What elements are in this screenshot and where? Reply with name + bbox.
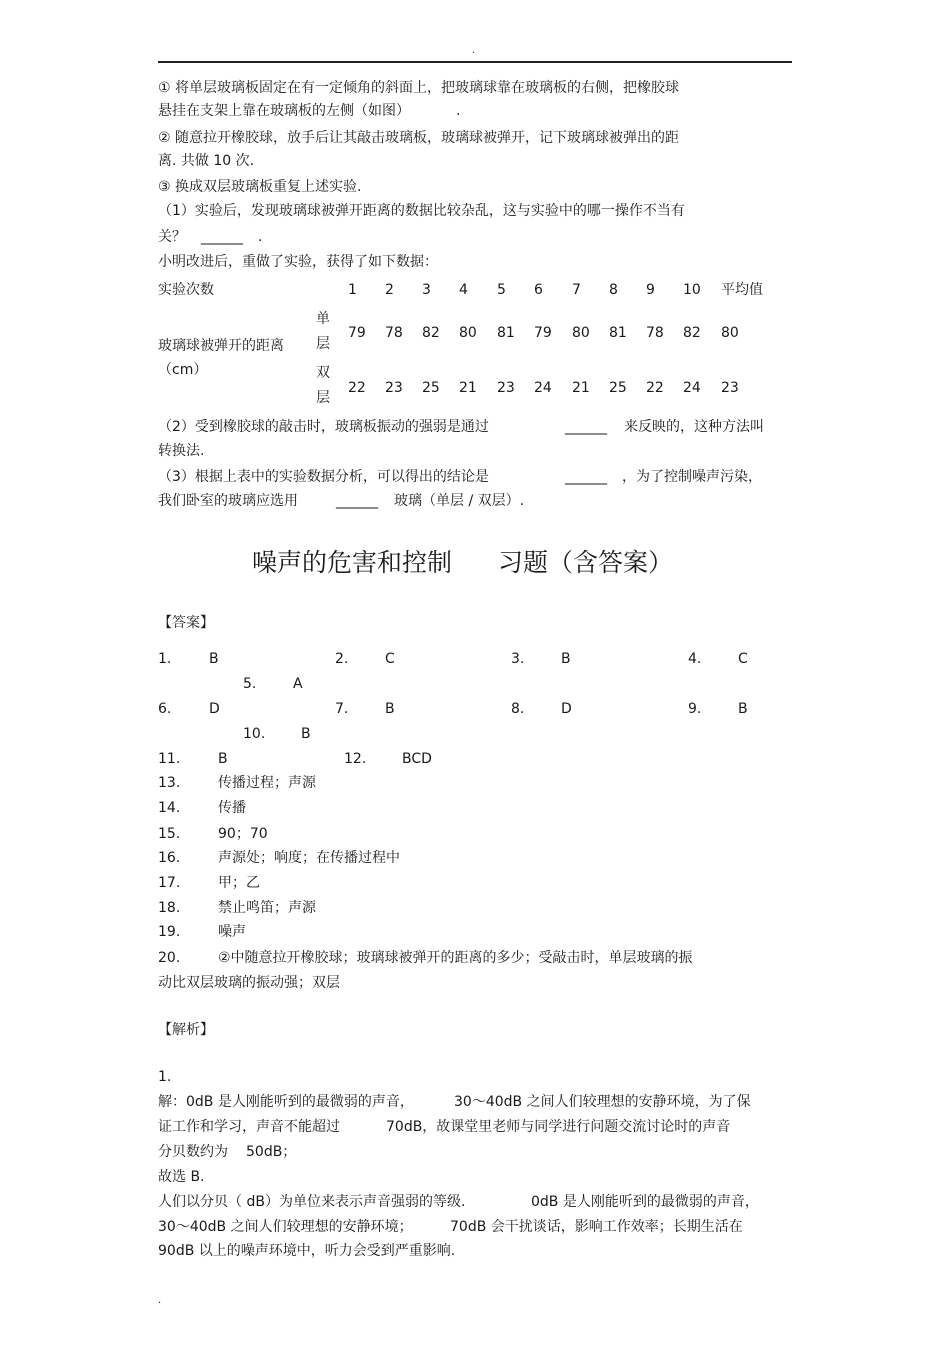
- answer-19-value: 噪声: [218, 924, 246, 940]
- answer-18-number: 18.: [158, 900, 181, 916]
- answer-18-value: 禁止鸣笛；声源: [218, 900, 316, 916]
- header-rule: [158, 61, 792, 63]
- double-value-6: 24: [534, 380, 552, 396]
- analysis-line1-tail: 30～40dB 之间人们较理想的安静环境，为了保: [454, 1094, 751, 1110]
- average-label: 平均值: [721, 282, 763, 298]
- answer-7-number: 7.: [335, 701, 349, 717]
- single-value-7: 80: [572, 325, 590, 341]
- answer-20-continued: 动比双层玻璃的振动强；双层: [158, 975, 340, 991]
- single-value-3: 82: [422, 325, 440, 341]
- answer-17-number: 17.: [158, 875, 181, 891]
- question1-line1: （1）实验后，发现玻璃球被弹开距离的数据比较杂乱，这与实验中的哪一操作不当有: [158, 203, 685, 219]
- page-title: 噪声的危害和控制: [252, 548, 453, 577]
- step2-line1: ② 随意拉开橡胶球，放手后让其敲击玻璃板，玻璃球被弹开，记下玻璃球被弹出的距: [158, 130, 679, 146]
- question3-line1-tail: ，为了控制噪声污染，: [622, 469, 762, 485]
- analysis-line4: 故选 B.: [158, 1169, 205, 1185]
- single-value-1: 79: [348, 325, 366, 341]
- answer-1-value: B: [209, 651, 219, 667]
- answer-9-number: 9.: [688, 701, 702, 717]
- single-value-5: 81: [497, 325, 515, 341]
- analysis-line3: 分贝数约为: [158, 1144, 228, 1160]
- answer-17-value: 甲；乙: [218, 875, 260, 891]
- question1-line2: 关？: [158, 229, 186, 245]
- single-value-4: 80: [459, 325, 477, 341]
- question3-blank: ______: [565, 469, 607, 485]
- answer-15-number: 15.: [158, 826, 181, 842]
- step1-line2-end: .: [456, 103, 461, 119]
- single-value-10: 82: [683, 325, 701, 341]
- footer-mark: .: [158, 1295, 162, 1306]
- question1-blank: ______: [201, 229, 243, 245]
- answer-8-value: D: [561, 701, 572, 717]
- answer-5-value: A: [293, 676, 303, 692]
- answer-8-number: 8.: [511, 701, 525, 717]
- answer-15-value: 90；70: [218, 826, 268, 842]
- analysis-line3-tail: 50dB；: [246, 1144, 297, 1160]
- double-value-7: 21: [572, 380, 590, 396]
- answer-3-number: 3.: [511, 651, 525, 667]
- answer-19-number: 19.: [158, 924, 181, 940]
- answer-5-number: 5.: [243, 676, 257, 692]
- double-value-3: 25: [422, 380, 440, 396]
- step1-line2: 悬挂在支架上靠在玻璃板的左侧（如图）: [158, 103, 410, 119]
- question3-line2-tail: 玻璃（单层 / 双层）.: [394, 493, 525, 509]
- trial-7: 7: [572, 282, 581, 298]
- trial-9: 9: [646, 282, 655, 298]
- trial-6: 6: [534, 282, 543, 298]
- single-layer-label-2: 层: [316, 336, 330, 352]
- double-layer-label-2: 层: [316, 390, 330, 406]
- answer-heading: 【答案】: [158, 615, 214, 631]
- row-label-unit: （cm）: [158, 362, 208, 378]
- analysis-line6-tail: 70dB 会干扰谈话，影响工作效率；长期生活在: [450, 1219, 743, 1235]
- answer-16-number: 16.: [158, 850, 181, 866]
- double-average: 23: [721, 380, 739, 396]
- answer-10-value: B: [301, 726, 311, 742]
- single-average: 80: [721, 325, 739, 341]
- step1-line1: ① 将单层玻璃板固定在有一定倾角的斜面上，把玻璃球靠在玻璃板的右侧，把橡胶球: [158, 80, 679, 96]
- single-value-9: 78: [646, 325, 664, 341]
- trial-4: 4: [459, 282, 468, 298]
- answer-1-number: 1.: [158, 651, 172, 667]
- answer-20-number: 20.: [158, 950, 181, 966]
- answer-4-number: 4.: [688, 651, 702, 667]
- question2-blank: ______: [565, 419, 607, 435]
- double-value-5: 23: [497, 380, 515, 396]
- step2-line2: 离. 共做 10 次.: [158, 153, 255, 169]
- improve-line: 小明改进后，重做了实验，获得了如下数据：: [158, 254, 438, 270]
- single-layer-label-1: 单: [316, 311, 330, 327]
- answer-14-value: 传播: [218, 800, 246, 816]
- single-value-8: 81: [609, 325, 627, 341]
- question1-end: .: [258, 229, 263, 245]
- trial-8: 8: [609, 282, 618, 298]
- single-value-6: 79: [534, 325, 552, 341]
- row-label: 玻璃球被弹开的距离: [158, 338, 284, 354]
- trial-10: 10: [683, 282, 701, 298]
- answer-14-number: 14.: [158, 800, 181, 816]
- answer-6-number: 6.: [158, 701, 172, 717]
- double-value-10: 24: [683, 380, 701, 396]
- question2-line2: 转换法.: [158, 443, 205, 459]
- page-subtitle: 习题（含答案）: [498, 548, 674, 577]
- answer-11-value: B: [218, 751, 228, 767]
- table-header-label: 实验次数: [158, 282, 214, 298]
- answer-2-value: C: [385, 651, 395, 667]
- trial-2: 2: [385, 282, 394, 298]
- answer-2-number: 2.: [335, 651, 349, 667]
- double-value-9: 22: [646, 380, 664, 396]
- answer-13-number: 13.: [158, 775, 181, 791]
- answer-6-value: D: [209, 701, 220, 717]
- single-value-2: 78: [385, 325, 403, 341]
- answer-13-value: 传播过程；声源: [218, 775, 316, 791]
- trial-3: 3: [422, 282, 431, 298]
- answer-11-number: 11.: [158, 751, 181, 767]
- analysis-line2: 证工作和学习，声音不能超过: [158, 1119, 340, 1135]
- answer-12-number: 12.: [344, 751, 367, 767]
- analysis-number: 1.: [158, 1069, 172, 1085]
- question3-blank2: ______: [336, 493, 378, 509]
- answer-3-value: B: [561, 651, 571, 667]
- question3-line2: 我们卧室的玻璃应选用: [158, 493, 298, 509]
- answer-4-value: C: [738, 651, 748, 667]
- analysis-line5: 人们以分贝（ dB）为单位来表示声音强弱的等级.: [158, 1194, 466, 1210]
- question3-line1: （3）根据上表中的实验数据分析，可以得出的结论是: [158, 469, 489, 485]
- answer-7-value: B: [385, 701, 395, 717]
- analysis-line5-tail: 0dB 是人刚能听到的最微弱的声音，: [531, 1194, 759, 1210]
- analysis-line7: 90dB 以上的噪声环境中，听力会受到严重影响.: [158, 1243, 456, 1259]
- answer-10-number: 10.: [243, 726, 266, 742]
- analysis-line2-tail: 70dB，故课堂里老师与同学进行问题交流讨论时的声音: [386, 1119, 731, 1135]
- double-value-4: 21: [459, 380, 477, 396]
- answer-12-value: BCD: [402, 751, 432, 767]
- analysis-line1: 解：0dB 是人刚能听到的最微弱的声音，: [158, 1094, 414, 1110]
- trial-5: 5: [497, 282, 506, 298]
- double-layer-label-1: 双: [316, 365, 330, 381]
- double-value-1: 22: [348, 380, 366, 396]
- header-mark: .: [472, 45, 476, 56]
- question2-line1-tail: 来反映的，这种方法叫: [624, 419, 764, 435]
- analysis-heading: 【解析】: [158, 1022, 214, 1038]
- answer-16-value: 声源处；响度；在传播过程中: [218, 850, 400, 866]
- double-value-2: 23: [385, 380, 403, 396]
- answer-20-value: ②中随意拉开橡胶球；玻璃球被弹开的距离的多少；受敲击时，单层玻璃的振: [218, 950, 693, 966]
- step3-line: ③ 换成双层玻璃板重复上述实验.: [158, 179, 362, 195]
- question2-line1: （2）受到橡胶球的敲击时，玻璃板振动的强弱是通过: [158, 419, 489, 435]
- double-value-8: 25: [609, 380, 627, 396]
- trial-1: 1: [348, 282, 357, 298]
- answer-9-value: B: [738, 701, 748, 717]
- analysis-line6: 30～40dB 之间人们较理想的安静环境；: [158, 1219, 413, 1235]
